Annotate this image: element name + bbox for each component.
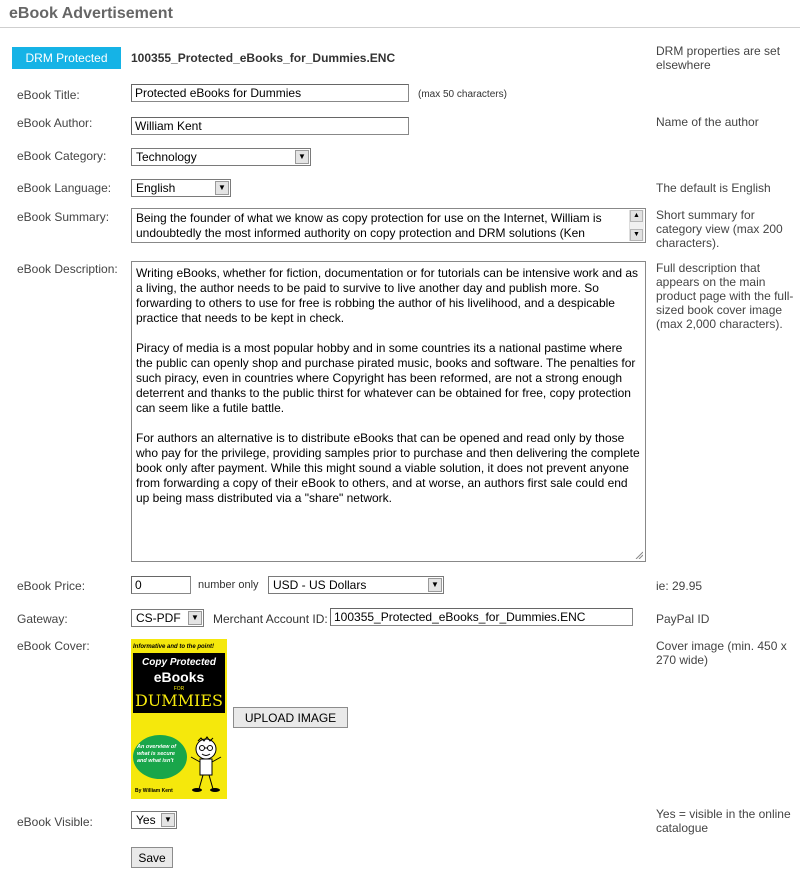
page-header <box>0 0 800 28</box>
category-label: eBook Category: <box>17 149 107 163</box>
price-note: number only <box>198 579 259 591</box>
gateway-help-text: PayPal ID <box>656 612 710 626</box>
language-help-text: The default is English <box>656 181 771 195</box>
save-button[interactable]: Save <box>131 847 173 868</box>
summary-textarea[interactable] <box>131 208 646 243</box>
language-select-value: English <box>136 181 176 195</box>
gateway-select-value: CS-PDF <box>136 611 181 625</box>
summary-scrollbar[interactable] <box>629 210 644 241</box>
author-label: eBook Author: <box>17 116 93 130</box>
price-help-text: ie: 29.95 <box>656 579 703 593</box>
drm-help-text: DRM properties are set elsewhere <box>656 44 781 72</box>
description-paragraph: Writing eBooks, whether for fiction, documentation or for tutorials can be intensive work and as a living, the author needs to be paid to survive to live another day and publish more. So forwarding to others to use for free is robbing the author of his livelihood, and a despicable practice that needs to be kept in check. <box>136 266 639 325</box>
drm-protected-button[interactable]: DRM Protected <box>12 47 121 69</box>
summary-text: Being the founder of what we know as copy protection for use on the Internet, William is undoubtedly the most informed authority on copy protection and DRM solutions (Ken <box>136 211 602 240</box>
author-help-text: Name of the author <box>656 115 759 129</box>
cover-blurb: An overview of what is secure and what isn't <box>137 744 177 764</box>
drm-filename: 100355_Protected_eBooks_for_Dummies.ENC <box>131 51 396 65</box>
title-input[interactable] <box>131 84 409 102</box>
book-cover-image <box>131 639 227 799</box>
visible-label: eBook Visible: <box>17 815 93 829</box>
summary-label: eBook Summary: <box>17 210 110 224</box>
chevron-down-icon: ▼ <box>428 578 442 592</box>
category-select-value: Technology <box>136 150 197 164</box>
language-label: eBook Language: <box>17 181 112 195</box>
category-select[interactable] <box>131 148 311 166</box>
price-label: eBook Price: <box>17 579 86 593</box>
chevron-down-icon: ▼ <box>188 611 202 625</box>
cover-blurb-badge <box>133 735 187 779</box>
title-label: eBook Title: <box>17 88 80 102</box>
author-input[interactable] <box>131 117 409 135</box>
currency-select-value: USD - US Dollars <box>273 578 367 592</box>
chevron-down-icon: ▼ <box>215 181 229 195</box>
visible-select-value: Yes <box>136 813 156 827</box>
language-select[interactable] <box>131 179 231 197</box>
gateway-label: Gateway: <box>17 612 68 626</box>
cover-title-line2: eBooks <box>153 669 205 685</box>
cover-tagline: Informative and to the point! <box>133 644 214 650</box>
scroll-up-icon[interactable]: ▲ <box>630 210 643 222</box>
cover-brand-logo: DUMMIES <box>134 691 224 710</box>
merchant-id-input[interactable] <box>330 608 633 626</box>
page-title: eBook Advertisement <box>9 5 173 22</box>
summary-help-text: Short summary for category view (max 200 characters). <box>656 208 783 250</box>
description-label: eBook Description: <box>17 262 118 276</box>
chevron-down-icon: ▼ <box>161 813 175 827</box>
title-length-note: (max 50 characters) <box>418 89 507 100</box>
cover-label: eBook Cover: <box>17 639 90 653</box>
description-textarea[interactable] <box>131 261 646 562</box>
resize-grip-icon[interactable] <box>635 551 643 559</box>
description-help-text: Full description that appears on the main product page with the full-sized book cover image (max 2,000 characters). <box>656 261 794 331</box>
price-input[interactable] <box>131 576 191 594</box>
cover-byline: By William Kent <box>135 788 173 794</box>
scroll-down-icon[interactable]: ▼ <box>630 229 643 241</box>
currency-select[interactable] <box>268 576 444 594</box>
cover-for-text: FOR <box>173 686 185 692</box>
visible-help-text: Yes = visible in the online catalogue <box>656 807 791 835</box>
description-text <box>136 266 641 506</box>
cover-help-text: Cover image (min. 450 x 270 wide) <box>656 639 787 667</box>
visible-select[interactable] <box>131 811 177 829</box>
gateway-select[interactable] <box>131 609 204 627</box>
upload-image-button[interactable]: UPLOAD IMAGE <box>233 707 348 728</box>
cover-dummy-character-icon <box>187 735 225 793</box>
cover-title-line1: Copy Protected <box>142 657 216 668</box>
cover-title-block <box>133 653 225 713</box>
chevron-down-icon: ▼ <box>295 150 309 164</box>
description-paragraph: For authors an alternative is to distribute eBooks that can be opened and read only by those who pay for the privilege, providing samples prior to purchase and then delivering the complete book only after payment. While this might sound a viable solution, it does not prevent anyone from forwarding a copy of their eBook to others, and at worse, an authors first sale could end up being mass distributed via a "share" network. <box>136 431 640 505</box>
merchant-label: Merchant Account ID: <box>213 612 328 626</box>
description-paragraph: Piracy of media is a most popular hobby and in some countries its a national pastime where the public can openly shop and purchase pirated music, books and software. The penalties for such piracy, even in countries where Copyright has been reformed, are not a strong enough deterrent and thanks to the public thirst for whatever can be obtained for free, copy protection can seem like a futile battle. <box>136 341 636 415</box>
